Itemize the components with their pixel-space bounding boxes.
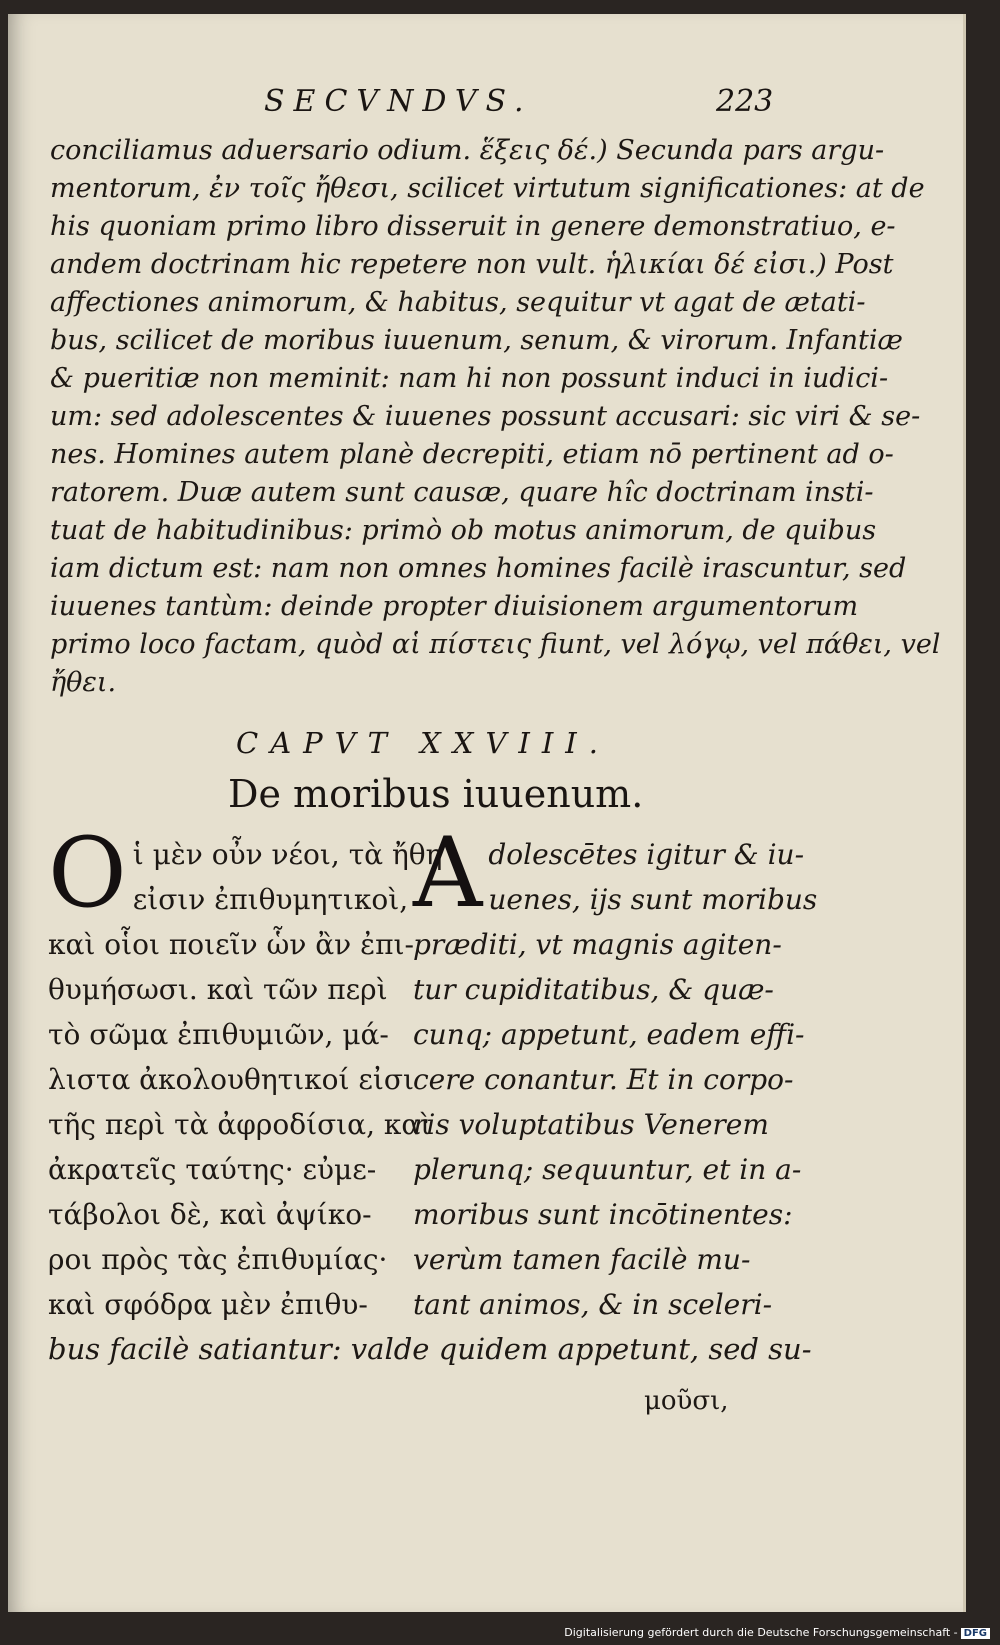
latin-drop-cap: A <box>413 817 483 929</box>
latin-line: uenes, ijs sunt moribus <box>488 883 818 916</box>
latin-column <box>413 817 818 1327</box>
prose-line: primo loco factam, quòd αἱ πίστεις fiunt, vel λόγῳ, vel πάθει, vel <box>50 629 941 660</box>
prose-line: andem doctrinam hic repetere non vult. ἡλικίαι δέ εἰσι.) Post <box>50 249 894 280</box>
book-page <box>8 14 966 1612</box>
latin-line: tur cupiditatibus, & quæ- <box>413 973 774 1006</box>
greek-column <box>48 817 443 1327</box>
latin-line: ris voluptatibus Venerem <box>413 1108 769 1141</box>
chapter-title: De moribus iuuenum. <box>228 772 644 816</box>
credit-text: Digitalisierung gefördert durch die Deutsche Forschungsgemeinschaft - <box>564 1626 958 1639</box>
greek-line: τὸ σῶμα ἐπιθυμιῶν, μά- <box>48 1018 389 1051</box>
prose-line: & pueritiæ non meminit: nam hi non possunt induci in iudici- <box>50 363 889 394</box>
greek-line: τῆς περὶ τὰ ἀφροδίσια, καὶ <box>48 1108 432 1141</box>
prose-line: iam dictum est: nam non omnes homines facilè irascuntur, sed <box>50 553 907 584</box>
prose-line: conciliamus aduersario odium. ἕξεις δέ.) Secunda pars argu- <box>50 135 885 166</box>
greek-line: τάβολοι δὲ, καὶ ἀψίκο- <box>48 1198 372 1231</box>
greek-line: καὶ οἷοι ποιεῖν ὧν ἂν ἐπι- <box>48 928 414 961</box>
catchword: μοῦσι, <box>644 1386 729 1416</box>
prose-line: ἤθει. <box>50 667 117 698</box>
latin-line: cere conantur. Et in corpo- <box>413 1063 794 1096</box>
digitization-credit <box>564 1626 990 1639</box>
running-title: SECVNDVS. <box>264 84 533 119</box>
commentary-text <box>50 132 941 702</box>
prose-line: affectiones animorum, & habitus, sequitur vt agat de ætati- <box>50 287 866 318</box>
greek-line: ἱ μὲν οὖν νέοι, τὰ ἤθη <box>132 838 443 871</box>
latin-line: dolescētes igitur & iu- <box>488 838 805 871</box>
prose-line: his quoniam primo libro disseruit in genere demonstratiuo, e- <box>50 211 896 242</box>
latin-line: cunq; appetunt, eadem effi- <box>413 1018 805 1051</box>
greek-drop-cap: O <box>48 817 127 929</box>
prose-line: bus, scilicet de moribus iuuenum, senum, & virorum. Infantiæ <box>50 325 903 356</box>
greek-line: θυμήσωσι. καὶ τῶν περὶ <box>48 973 388 1006</box>
prose-line: ratorem. Duæ autem sunt causæ, quare hîc doctrinam insti- <box>50 477 874 508</box>
prose-line: mentorum, ἐν τοῖς ἤθεσι, scilicet virtutum significationes: at de <box>50 173 925 204</box>
prose-line: iuuenes tantùm: deinde propter diuisionem argumentorum <box>50 591 859 622</box>
prose-line: nes. Homines autem planè decrepiti, etiam nō pertinent ad o- <box>50 439 894 470</box>
greek-line: ἀκρατεῖς ταύτης· εὐμε- <box>48 1153 377 1186</box>
dfg-logo: DFG <box>961 1628 990 1639</box>
chapter-heading: CAPVT XXVIII. <box>236 726 610 760</box>
greek-line: λιστα ἀκολουθητικοί εἰσι <box>48 1063 414 1096</box>
greek-line: ροι πρὸς τὰς ἐπιθυμίας· <box>48 1243 388 1276</box>
spanning-line: bus facilè satiantur: valde quidem appetunt, sed su- <box>48 1332 812 1366</box>
page-number: 223 <box>716 84 774 119</box>
latin-line: tant animos, & in sceleri- <box>413 1288 773 1321</box>
latin-line: plerunq; sequuntur, et in a- <box>413 1153 802 1186</box>
latin-line: verùm tamen facilè mu- <box>413 1243 751 1276</box>
latin-line: moribus sunt incōtinentes: <box>413 1198 793 1231</box>
prose-line: tuat de habitudinibus: primò ob motus animorum, de quibus <box>50 515 877 546</box>
greek-line: εἰσιν ἐπιθυμητικοὶ, <box>132 883 409 916</box>
greek-line: καὶ σφόδρα μὲν ἐπιθυ- <box>48 1288 368 1321</box>
latin-line: præditi, vt magnis agiten- <box>413 928 782 961</box>
prose-line: um: sed adolescentes & iuuenes possunt accusari: sic viri & se- <box>50 401 921 432</box>
